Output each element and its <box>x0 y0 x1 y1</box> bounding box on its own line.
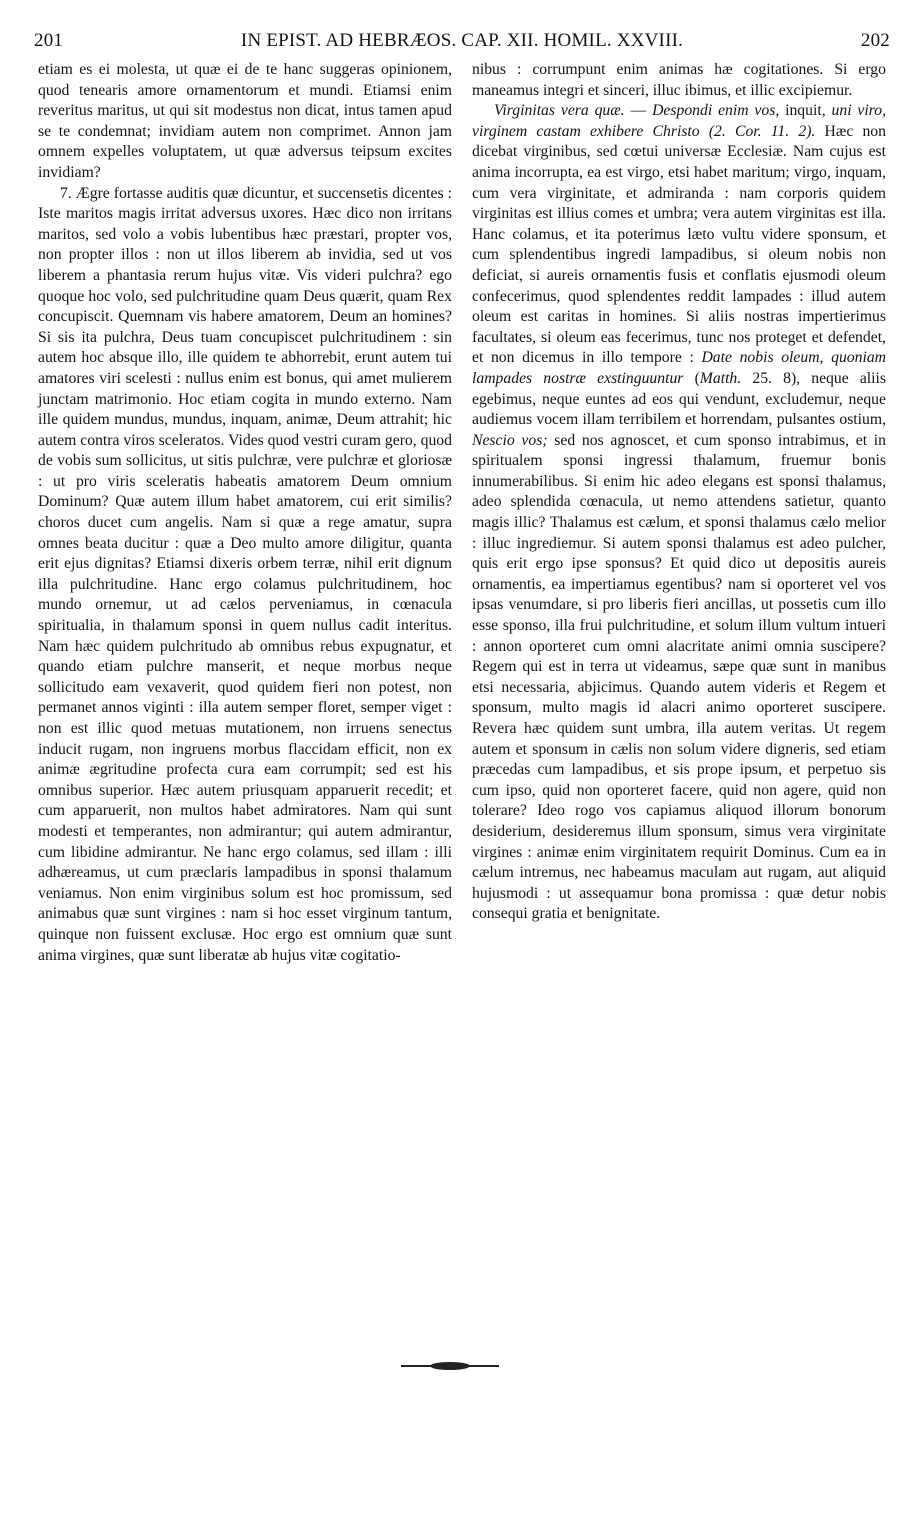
scripture-quote-3: Date nobis oleum, quoniam lampades nostræ exstinguuntur <box>472 349 887 387</box>
ornament-bulge <box>430 1362 470 1370</box>
left-column <box>38 60 452 966</box>
ref-open: ( <box>683 369 700 387</box>
paragraph-body-3: sed nos agnoscet, et cum sponso intrabimus, et in spiritualem sponsi ingressi thalamum, fruemur bonis innumerabilibus. Si enim hic adeo elegans est sponsi thalamus, adeo splendida cœnacula, ut nemo attendens satietur, quanto magis illic? Thalamus est cælum, et sponsi thalamus cælo melior : illuc ingrediemur. Si autem sponsi thalamus est adeo pulcher, quis erit ergo ipse sponsus? Et quid dico ut depositis aureis ornamentis, ea impertiamus egentibus? nam si oporteret vel vos ipsas venumdare, si pro liberis fieri ancillas, ut possetis cum illo esse sponso, illa frui pulchritudine, et solum illum vultum intueri : annon oporteret cum omni alacritate animi omnia suscipere? Regem qui est in terra ut videamus, sæpe quæ sunt in manibus etsi necessaria, abjicimus. Quando autem videris et Regem et sponsum, multo magis id alacri animo oporteret suscipere. Revera hæc quidem sunt umbra, illa autem veritas. Ut regem autem et sponsum in cælis non solum videre digneris, sed etiam præcedas cum lampadibus, et sis prope ipsum, et perpetuo sis cum ipso, quid non oporteret facere, quid non agere, quid non tolerare? Ideo rogo vos capiamus aliquod illorum bonorum desiderium, desideremus illum sponsum, simus vera virginitate virgines : animæ enim virginitatem requirit Dominus. Cum ea in cælum intremus, nec habeamus maculam aut rugam, aut aliquid hujusmodi : ut assequamur bona promissa : quæ detur nobis consequi gratia et benignitate. <box>472 431 886 923</box>
scripture-reference-2: Matth. <box>699 369 742 387</box>
right-paragraph-1: nibus : corrumpunt enim animas hæ cogitationes. Si ergo maneamus integri et sinceri, illuc ibimus, et illic excipiemur. <box>472 61 886 99</box>
scripture-reference: (2. Cor. 11. 2). <box>699 122 816 140</box>
left-paragraph-2: 7. Ægre fortasse auditis quæ dicuntur, et succensetis dicentes : Iste maritos magis irritat adversus uxores. Hæc dico non irritans maritos, sed volo a vobis lubentibus hæc præstari, propter vos, non propter illos : non ut illos liberem ab invidia, sed ut vos liberem a phantasia rerum hujus vitæ. Vis videri pulchra? ego quoque hoc volo, sed pulchritudine quam Deus quærit, quam Rex concupiscit. Quemnam vis habere amatorem, Deum an homines? Si sis ita pulchra, Deus tuam concupiscet pulchritudinem : sin autem hoc absque illo, ille quidem te abhorrebit, erunt autem tui amatores viri scelesti : nullus enim est bonus, qui amet mulierem junctam matrimonio. Hoc etiam cogita in mundo externo. Nam ille quidem mundus, mundus, inquam, animæ, Deum attrahit; hic autem contra viros sceleratos. Vides quod vestri curam gero, quod de vobis sum sollicitus, ut sitis pulchræ, vere pulchræ et gloriosæ : ut pro viris sceleratis habeatis amatorem Deum omnium Dominum? Quæ autem illum habet amatorem, cui erit similis? choros ducet cum angelis. Nam si quæ a rege amatur, supra omnes beata ducitur : quæ a Deo multo amore diligitur, quanta erit ejus dignitas? Etiamsi dixeris orbem terræ, nihil erit dignum illa pulchritudine. Hanc ergo colamus pulchritudinem, hoc mundo ornemur, ut ad cælos perveniamus, in cœnacula spiritualia, in thalamum sponsi in quem nullus cadit interitus. Nam hæc quidem pulchritudo ab omnibus rebus expugnatur, et quando etiam pulchre manserit, et neque morbus neque sollicitudo eam vexaverit, quod quidem fieri non potest, non permanet annos viginti : illa autem semper floret, semper viget : non est illic quod metuas mutationem, non irruens senectus inducit rugam, non ingruens morbus flaccidam efficit, non ex animæ ægritudine profecta cura eam corrumpit; sed est his omnibus superior. Hæc autem priusquam apparuerit recedit; et cum apparuerit, non multos habet admiratores. Nam qui sunt modesti et temperantes, non admirantur; qui autem admirantur, cum libidine admirantur. Ne hanc ergo colamus, sed illam : illi adhæreamus, ut cum præclaris lampadibus in sponsi thalamum veniamus. Non enim virginibus solum est hoc promissum, sed animabus quæ sunt virgines : nam si hoc esset virginum tantum, quinque non fuissent exclusæ. Hoc ergo est omnium quæ sunt anima virgines, quæ sunt liberatæ ab hujus vitæ cogitatio- <box>38 184 452 964</box>
running-header <box>34 30 890 56</box>
ref-close: 25. 8), <box>741 369 801 387</box>
paragraph-body-2: neque aliis egebimus, neque euntes ad eos qui vendunt, excludemur, neque audiemus vocem illam terribilem et horrendam, pulsantes ostium, <box>472 369 886 429</box>
scripture-quote-2: uni viro, virginem castam exhibere Christo <box>472 102 887 140</box>
scripture-quote-4: Nescio vos; <box>472 431 548 449</box>
inquit-text: , inquit, <box>775 102 832 120</box>
page-number-left: 201 <box>34 30 64 51</box>
dash: — <box>624 102 653 120</box>
running-title: IN EPIST. AD HEBRÆOS. CAP. XII. HOMIL. XXVIII. <box>240 30 684 51</box>
page-number-right: 202 <box>860 30 890 51</box>
end-ornament <box>401 1362 499 1370</box>
left-paragraph-1: etiam es ei molesta, ut quæ ei de te hanc suggeras opinionem, quod tenearis amore ornamentorum et mundi. Etiamsi enim reveritus maritus, ut qui sit modestus non dicat, intus tamen apud se te condemnat; invidiam autem non comprimet. Annon jam omnem expelles voluptatem, ut quæ adversus teipsum excites invidiam? <box>38 61 452 181</box>
right-column <box>472 60 886 925</box>
right-paragraph-2 <box>472 101 886 925</box>
scripture-quote: Despondi enim vos <box>652 102 776 120</box>
paragraph-body: Hæc non dicebat virginibus, sed cœtui universæ Ecclesiæ. Nam cujus est anima incorrupta, ea est virgo, etsi habet maritum; virgo, inquam, cum vera virginitate, et admiranda : nam corporis quidem virginitas est illius comes et umbra; vera autem virginitas est illa. Hanc colamus, et ita poterimus læto vultu videre sponsum, et cum splendentibus ingredi lampadibus, si oleum nobis non deficiat, si aureis ornamentis fusis et conflatis ejusmodi oleum confecerimus, quod splendentes reddit lampades : illud autem oleum est caritas in homines. Si aliis nostras impertierimus facultates, si oleum eas fecerimus, tunc nos proteget et defendet, et non dicemus in illo tempore : <box>472 122 886 367</box>
section-heading: Virginitas vera quæ. <box>494 102 625 120</box>
